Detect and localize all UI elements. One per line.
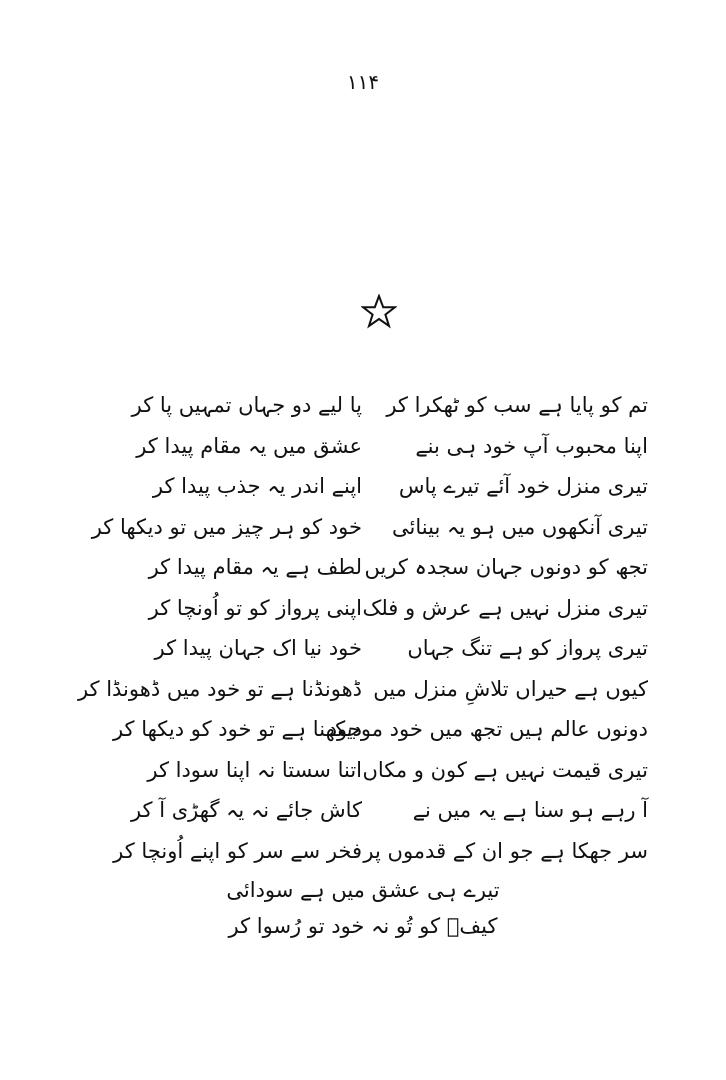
misra-first: تیری آنکھوں میں ہو یہ بینائی	[392, 514, 648, 539]
misra-second: کاش جائے نہ یہ گھڑی آ کر	[130, 798, 362, 822]
misra-first: آ رہے ہو سنا ہے یہ میں نے	[412, 798, 648, 822]
closing-line-2: کیفؔ کو تُو نہ خود تو رُسوا کر	[228, 914, 498, 938]
misra-first: اپنا محبوب آپ خود ہی بنے	[415, 433, 648, 458]
couplet-10	[128, 754, 648, 795]
couplet-8	[77, 673, 648, 714]
misra-first: تیری منزل نہیں ہے عرش و فلک	[362, 595, 648, 620]
closing-couplet	[0, 872, 726, 944]
misra-second: پا لیے دو جہاں تمہیں پا کر	[131, 393, 362, 417]
couplet-3	[128, 470, 648, 511]
couplet-6	[128, 592, 648, 633]
misra-first: تجھ کو دونوں جہان سجدہ کریں	[364, 555, 648, 579]
misra-second: ڈھونڈنا ہے تو خود میں ڈھونڈا کر	[77, 676, 362, 701]
couplet-7	[128, 632, 648, 673]
misra-second: دیکھنا ہے تو خود کو دیکھا کر	[112, 717, 362, 741]
misra-second: لطف ہے یہ مقام پیدا کر	[148, 555, 362, 579]
misra-second: اتنا سستا نہ اپنا سودا کر	[147, 757, 362, 782]
misra-first: تم کو پایا ہے سب کو ٹھکرا کر	[386, 393, 648, 417]
couplet-11	[128, 794, 648, 835]
misra-first: سر جھکا ہے جو ان کے قدموں پر	[363, 838, 648, 863]
misra-second: خود نیا اک جہان پیدا کر	[154, 636, 362, 660]
couplet-12	[113, 835, 648, 876]
star-outline-icon	[361, 294, 397, 330]
couplet-5	[128, 551, 648, 592]
closing-line-1: تیرے ہی عشق میں ہے سودائی	[226, 878, 500, 902]
misra-second: فخر سے سر کو اپنے اُونچا کر	[113, 838, 362, 863]
misra-second: خود کو ہر چیز میں تو دیکھا کر	[91, 514, 362, 539]
couplet-4	[91, 511, 648, 552]
misra-second: اپنے اندر یہ جذب پیدا کر	[152, 474, 362, 498]
couplet-9	[112, 713, 648, 754]
ghazal	[77, 389, 648, 875]
misra-first: تیری پرواز کو ہے تنگ جہاں	[407, 636, 648, 660]
misra-second: اپنی پرواز کو تو اُونچا کر	[148, 595, 362, 620]
misra-second: عشق میں یہ مقام پیدا کر	[136, 433, 362, 458]
misra-first: تیری منزل خود آئے تیرے پاس	[398, 474, 648, 498]
misra-first: دونوں عالم ہیں تجھ میں خود موجود	[327, 717, 648, 741]
couplet-1	[128, 389, 648, 430]
misra-first: تیری قیمت نہیں ہے کون و مکاں	[362, 757, 648, 782]
page-number: ۱۱۴	[346, 70, 380, 94]
misra-first: کیوں ہے حیراں تلاشِ منزل میں	[373, 676, 648, 701]
couplet-2	[128, 430, 648, 471]
